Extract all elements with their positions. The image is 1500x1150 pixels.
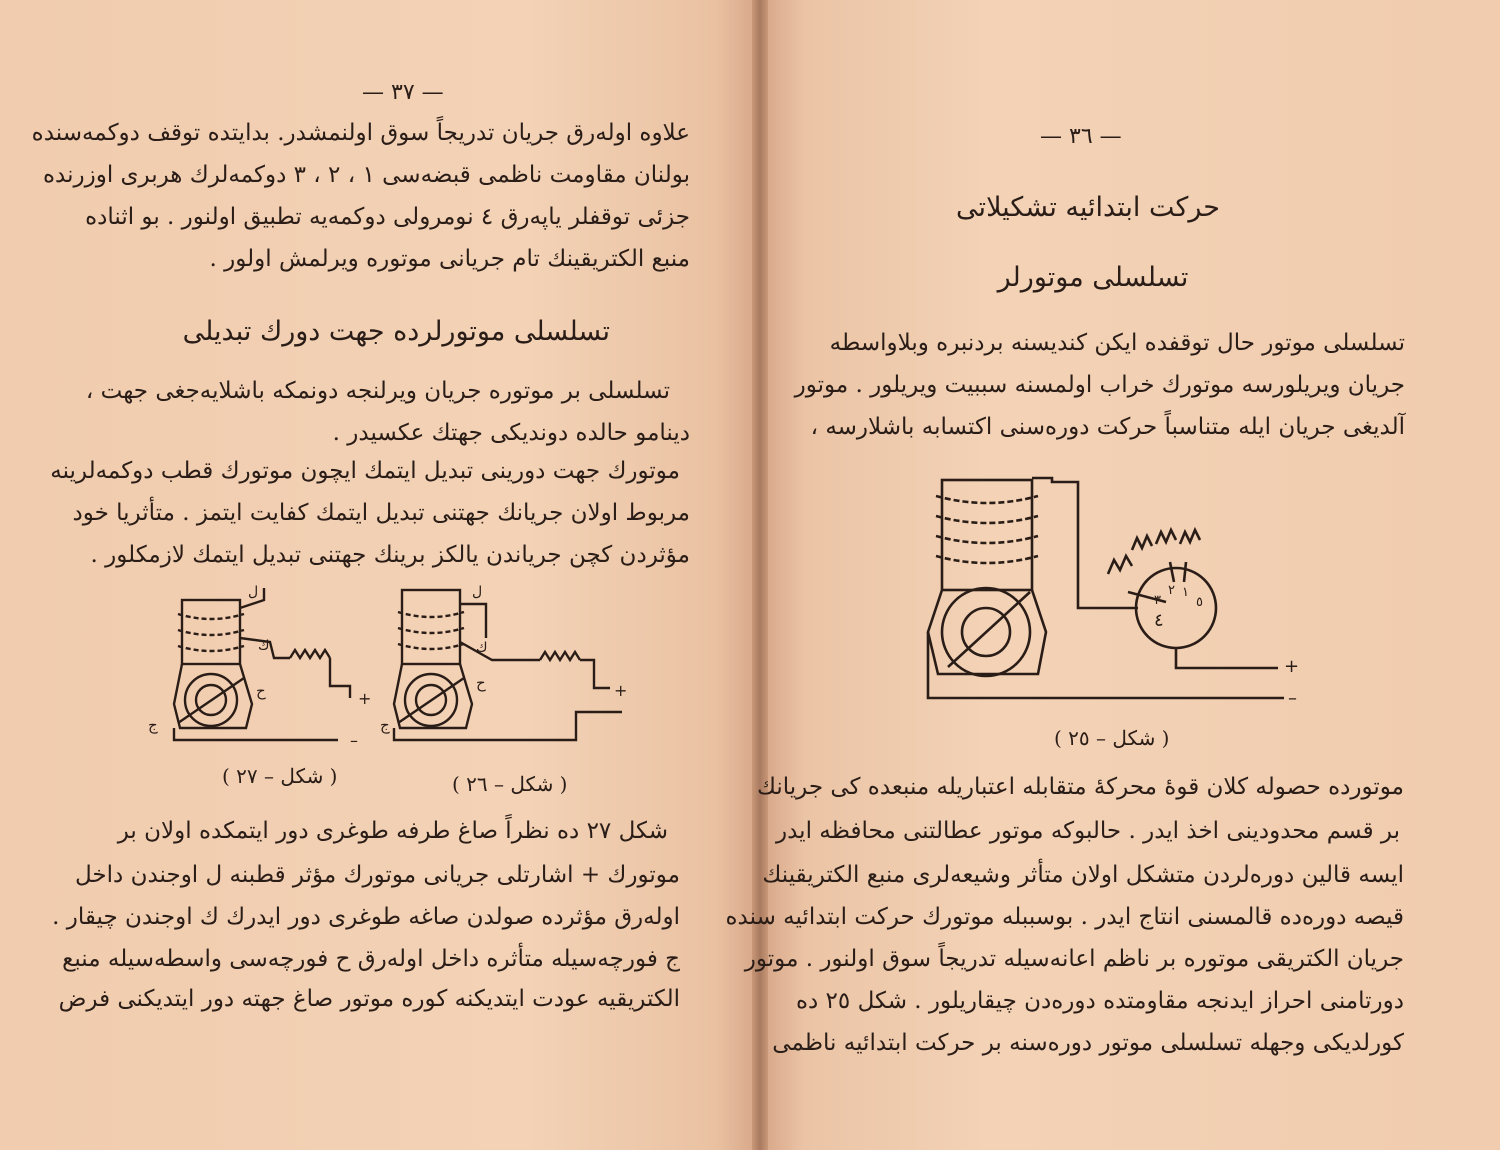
text-line: علاوه اولەرق جریان تدریجاً سوق اولنمشدر. بدایتده توقف دوكمەسنده	[31, 120, 690, 146]
text-line: جزئی توقفلر یاپەرق ٤ نومرولی دوكمەیه تطبیق اولنور . بو اثناده	[85, 204, 690, 230]
page-number: — ٣٧ —	[362, 80, 444, 105]
fig25-label-3: ٣	[1154, 593, 1161, 608]
text-line: جریان ویریلورسه موتورك خراب اولمسنه سببیت ویریلور . موتور	[794, 372, 1405, 398]
fig25-label-2: ٢	[1168, 583, 1175, 598]
fig25-label-minus: –	[1288, 688, 1297, 709]
book-gutter	[752, 0, 768, 1150]
text-line: اولەرق مؤثرده صولدن صاغه طوغری دور ایدرك ك اوجندن چیقار .	[52, 904, 680, 930]
fig26-label-j: ج	[380, 716, 390, 734]
text-line: ج فورچەسیله متأثره داخل اولەرق ح فورچەسی واسطەسیله منبع	[62, 946, 680, 972]
fig26-label-l: ل	[472, 584, 483, 600]
figure-27-diagram	[140, 578, 390, 753]
text-line: موتورك جهت دورینی تبدیل ایتمك ایچون موتورك قطب دوكمەلرینه	[50, 458, 680, 484]
text-line: الكتریقیه عودت ایتدیکنه کوره موتور صاغ جهته دور ایتدیکنی فرض	[58, 986, 680, 1012]
fig26-label-k: ك	[476, 640, 488, 656]
fig27-label-k: ك	[258, 638, 270, 654]
text-line: بر قسم محدودینی اخذ ایدر . حالبوکه موتور عطالتنی محافظه ایدر	[775, 818, 1400, 844]
text-line: دورتامنی احراز ایدنجه مقاومتده دورەدن چیقاریلور . شکل ٢٥ ده	[795, 988, 1404, 1014]
section-heading: تسلسلی موتورلرده جهت دورك تبدیلی	[182, 316, 610, 347]
fig25-label-4: ٤	[1154, 610, 1164, 631]
figure-25-diagram	[918, 462, 1318, 712]
section-heading: تسلسلی موتورلر	[997, 262, 1189, 293]
text-line: مؤثردن كچن جریاندن یالکز برینك جهتنی تبدیل ایتمك لازمکلور .	[90, 542, 690, 568]
text-line: دینامو حالده دوندیکی جهتك عکسیدر .	[332, 420, 690, 446]
page-number: — ٣٦ —	[1040, 124, 1122, 149]
text-line: جریان الكتریقی موتوره بر ناظم اعانەسیله تدریجاً سوق اولنور . موتور	[744, 946, 1404, 972]
text-line: ایسه قالین دورەلردن متشکل اولان متأثر وشیعەلری منبع الكتریقینك	[762, 862, 1404, 888]
text-line: شکل ٢٧ ده نظراً صاغ طرفه طوغری دور ایتمکده اولان بر	[117, 818, 668, 844]
text-line: موتورك + اشارتلی جریانی موتورك مؤثر قطبنه ل اوجندن داخل	[75, 862, 680, 888]
fig27-label-plus: +	[358, 689, 372, 708]
figure-27-caption: ( شکل – ٢٧ )	[222, 764, 338, 788]
fig27-label-j: ج	[148, 716, 158, 734]
right-page	[725, 0, 1500, 1150]
fig26-label-plus: +	[614, 681, 628, 700]
fig27-label-h: ح	[256, 682, 266, 700]
figure-26-diagram	[380, 578, 640, 753]
text-line: آلدیغی جریان ایله متناسباً حرکت دورەسنی اکتسابه باشلارسه ،	[810, 414, 1405, 440]
text-line: موتورده حصوله کلان قوهٔ محرکهٔ متقابله اعتباریله منبعده کی جریانك	[756, 774, 1404, 800]
fig27-label-minus: –	[350, 731, 358, 750]
fig27-label-l: ل	[248, 584, 259, 600]
fig26-label-h: ح	[476, 674, 486, 692]
figure-26-caption: ( شکل – ٢٦ )	[452, 772, 568, 796]
fig25-label-1: ١	[1182, 585, 1189, 600]
text-line: تسلسلی بر موتوره جریان ویرلنجه دونمکه باشلایەجغی جهت ،	[85, 378, 670, 404]
text-line: تسلسلی موتور حال توقفده ایکن کندیسنه بردنبره وبلاواسطه	[829, 330, 1405, 356]
text-line: منبع الكتریقینك تام جریانی موتوره ویرلمش اولور .	[209, 246, 690, 272]
text-line: مربوط اولان جریانك جهتنی تبدیل ایتمك كفایت ایتمز . متأثریا خود	[72, 500, 690, 526]
text-line: قیصه دورەده قالمسنی انتاج ایدر . بوسببله موتورك حرکت ابتدائیه سنده	[725, 904, 1404, 930]
fig25-label-5: ٥	[1196, 595, 1203, 610]
fig25-label-plus: +	[1284, 656, 1300, 677]
text-line: کورلدیکی وجهله تسلسلی موتور دورەسنه بر حرکت ابتدائیه ناظمی	[772, 1030, 1404, 1056]
chapter-heading: حرکت ابتدائیه تشکیلاتی	[956, 192, 1220, 223]
text-line: بولنان مقاومت ناظمی قبضەسی ١ ، ٢ ، ٣ دوكمەلرك هربری اوزرنده	[42, 162, 690, 188]
figure-25-caption: ( شکل – ٢٥ )	[1054, 726, 1170, 750]
